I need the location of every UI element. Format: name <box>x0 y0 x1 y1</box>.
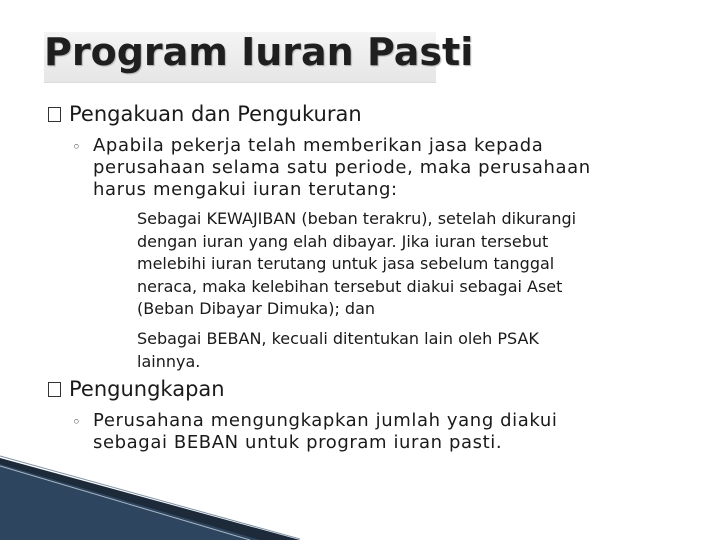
text-line: Perusahana mengungkapkan jumlah yang diakui <box>93 410 558 431</box>
text-line: neraca, maka kelebihan tersebut diakui sebagai Aset <box>137 276 563 296</box>
text-line: Apabila pekerja telah memberikan jasa kepada <box>93 135 544 156</box>
square-bullet-icon <box>48 107 61 122</box>
section-heading-pengakuan <box>48 103 362 125</box>
circle-bullet-icon: ◦ <box>72 413 81 431</box>
list-item <box>137 208 697 321</box>
text-line: Sebagai KEWAJIBAN (beban terakru), setelah dikurangi <box>137 209 577 228</box>
slide-title: Program Iuran Pasti <box>44 30 474 74</box>
decorative-wedge <box>0 440 300 540</box>
text-line: harus mengakui iuran terutang: <box>93 179 398 200</box>
circle-bullet-icon: ◦ <box>72 138 81 156</box>
text-line: sebagai BEBAN untuk program iuran pasti. <box>93 432 503 453</box>
text-line: Sebagai BEBAN, kecuali ditentukan lain oleh PSAK <box>137 329 539 348</box>
section-heading-label: Pengakuan dan Pengukuran <box>69 102 362 126</box>
text-line: (Beban Dibayar Dimuka); dan <box>137 299 376 318</box>
text-line: melebihi iuran terutang untuk jasa sebelum tanggal <box>137 254 555 273</box>
section-heading-label: Pengungkapan <box>69 377 225 401</box>
section-heading-pengungkapan <box>48 378 225 400</box>
list-item <box>137 328 697 373</box>
text-line: perusahaan selama satu periode, maka perusahaan <box>93 157 591 178</box>
sub-bullet-text <box>93 135 693 201</box>
text-line: lainnya. <box>137 351 201 371</box>
text-line: dengan iuran yang elah dibayar. Jika iuran tersebut <box>137 231 549 251</box>
square-bullet-icon <box>48 382 61 397</box>
